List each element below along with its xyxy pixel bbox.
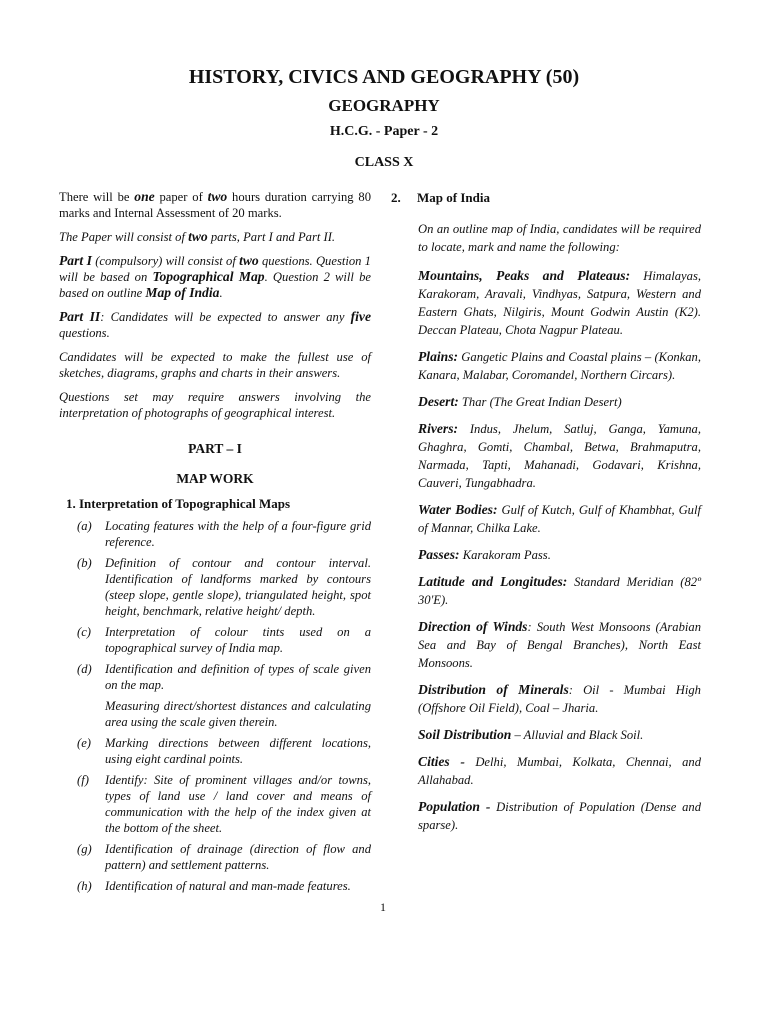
entry-key: Cities -: [418, 754, 465, 769]
map-entry: [418, 798, 701, 834]
emphasis: Map of India: [145, 285, 220, 300]
map-entry: [418, 420, 701, 492]
item-text: Identification of natural and man-made features.: [105, 879, 351, 893]
intro-paragraph-6: Questions set may require answers involving the interpretation of photographs of geographical interest.: [59, 390, 371, 420]
map-entry: [418, 501, 701, 537]
entry-key: Rivers:: [418, 421, 459, 436]
entry-key: Latitude and Longitudes:: [418, 574, 568, 589]
entry-key: Passes:: [418, 547, 460, 562]
document-title: HISTORY, CIVICS AND GEOGRAPHY (50): [188, 66, 580, 88]
map-entry: [418, 753, 701, 789]
entry-text: Thar (The Great Indian Desert): [458, 395, 622, 409]
item-text: Identification and definition of types of scale given on the map.: [105, 662, 371, 692]
text-run: There will be: [59, 190, 135, 204]
entry-text: Himalayas, Karakoram, Aravali, Vindhyas, Satpura, Western and Eastern Ghats, Nilgiris, Mount Godwin Austin (K2). Deccan Plateau, Chota Nagpur Plateau.: [418, 269, 701, 337]
intro-paragraph-3: [59, 253, 371, 301]
left-column: [59, 189, 371, 899]
entry-key: Direction of Winds: [418, 619, 528, 634]
emphasis: one: [134, 189, 155, 204]
item-text: Interpretation of colour tints used on a topographical survey of India map.: [105, 625, 371, 655]
entry-key: Population -: [418, 799, 491, 814]
section-number: 2.: [391, 190, 401, 205]
item-text: Marking directions between different locations, using eight cardinal points.: [105, 736, 371, 766]
text-run: paper of: [154, 190, 208, 204]
right-column: [391, 190, 701, 843]
text-run: . Question 2 will be based on outline: [59, 270, 371, 300]
text-run: parts, Part I and Part II.: [207, 230, 336, 244]
section-2-intro: On an outline map of India, candidates will be required to locate, mark and name the following:: [418, 222, 701, 254]
item-label: (b): [77, 556, 92, 570]
item-text: Definition of contour and contour interval. Identification of landforms marked by contours (steep slope, gentle slope), triangulated height, spot height, benchmark, relative height/ depth.: [105, 556, 371, 618]
text-run: .: [219, 286, 223, 300]
list-item: [59, 555, 371, 619]
text-run: hours duration carrying 80 marks and Internal Assessment of 20 marks.: [59, 190, 371, 220]
map-entry: [418, 267, 701, 339]
map-entry: [418, 573, 701, 609]
item-label: (d): [77, 662, 92, 676]
paper-heading: H.C.G. - Paper - 2: [329, 124, 439, 139]
intro-paragraph-4: [59, 309, 371, 341]
map-entry: [418, 393, 701, 411]
emphasis: Part II: [59, 309, 101, 324]
entry-key: Soil Distribution: [418, 727, 512, 742]
item-text: Locating features with the help of a four-figure grid reference.: [105, 519, 371, 549]
entry-text: Gangetic Plains and Coastal plains – (Konkan, Kanara, Malabar, Coromandel, Northern Circars).: [418, 350, 701, 382]
item-label: (a): [77, 519, 92, 533]
emphasis: two: [188, 229, 208, 244]
entry-text: Standard Meridian (82º 30'E).: [418, 575, 701, 607]
emphasis: Topographical Map: [152, 269, 265, 284]
intro-paragraph-1: [59, 189, 371, 221]
section-2-heading: [391, 190, 701, 206]
emphasis: two: [239, 253, 259, 268]
item-text: Identify: Site of prominent villages and/or towns, types of land use / land cover and means of communication with the help of the index given at the bottom of the sheet.: [105, 773, 371, 835]
page-number: 1: [380, 900, 386, 914]
text-run: (compulsory) will consist of: [91, 254, 240, 268]
entry-text: Delhi, Mumbai, Kolkata, Chennai, and Allahabad.: [418, 755, 701, 787]
emphasis: five: [350, 309, 371, 324]
class-heading: CLASS X: [354, 155, 414, 170]
item-label: (h): [77, 879, 92, 893]
intro-paragraph-5: Candidates will be expected to make the fullest use of sketches, diagrams, graphs and charts in their answers.: [59, 350, 371, 380]
map-entry: [418, 681, 701, 717]
entry-text: Gulf of Kutch, Gulf of Khambhat, Gulf of Mannar, Chilka Lake.: [418, 503, 701, 535]
list-item: [59, 841, 371, 873]
entry-key: Plains:: [418, 349, 459, 364]
entry-text: – Alluvial and Black Soil.: [511, 728, 644, 742]
entry-text: : Oil - Mumbai High (Offshore Oil Field), Coal – Jharia.: [418, 683, 701, 715]
text-run: questions.: [59, 326, 110, 340]
section-title: Map of India: [417, 190, 490, 205]
item-text: Identification of drainage (direction of flow and pattern) and settlement patterns.: [105, 842, 371, 872]
entry-key: Desert:: [418, 394, 459, 409]
item-label: (e): [77, 736, 91, 750]
emphasis: two: [207, 189, 228, 204]
entry-text: Distribution of Population (Dense and sparse).: [418, 800, 701, 832]
subject-heading: GEOGRAPHY: [328, 96, 440, 115]
list-item: [59, 518, 371, 550]
entry-text: : South West Monsoons (Arabian Sea and Bay of Bengal Branches), North East Monsoons.: [418, 620, 701, 670]
map-work-heading: MAP WORK: [176, 471, 254, 486]
intro-paragraph-2: [59, 229, 371, 245]
entry-key: Water Bodies:: [418, 502, 498, 517]
entry-text: Indus, Jhelum, Satluj, Ganga, Yamuna, Ghaghra, Gomti, Chambal, Betwa, Brahmaputra, Narmada, Tapti, Mahanadi, Godavari, Krishna, Cauveri, Tungabhadra.: [418, 422, 701, 490]
map-entry: [418, 348, 701, 384]
list-item: [59, 878, 371, 894]
list-item: [59, 661, 371, 693]
list-item: [59, 735, 371, 767]
map-entry: [418, 546, 701, 564]
item-label: (f): [77, 773, 89, 787]
emphasis: Part I: [59, 253, 92, 268]
item-label: (g): [77, 842, 92, 856]
map-entry: [418, 726, 701, 744]
item-label: (c): [77, 625, 91, 639]
list-item: [59, 772, 371, 836]
entry-key: Mountains, Peaks and Plateaus:: [418, 268, 631, 283]
entry-text: Karakoram Pass.: [459, 548, 551, 562]
item-continuation: Measuring direct/shortest distances and calculating area using the scale given therein.: [105, 699, 371, 729]
list-item: [59, 624, 371, 656]
text-run: : Candidates will be expected to answer any: [100, 310, 351, 324]
text-run: The Paper will consist of: [59, 230, 189, 244]
section-1-heading: 1. Interpretation of Topographical Maps: [66, 496, 291, 511]
entry-key: Distribution of Minerals: [418, 682, 569, 697]
map-entry: [418, 618, 701, 672]
part-heading: PART – I: [188, 441, 242, 456]
text-run: questions. Question 1 will be based on: [59, 254, 371, 284]
